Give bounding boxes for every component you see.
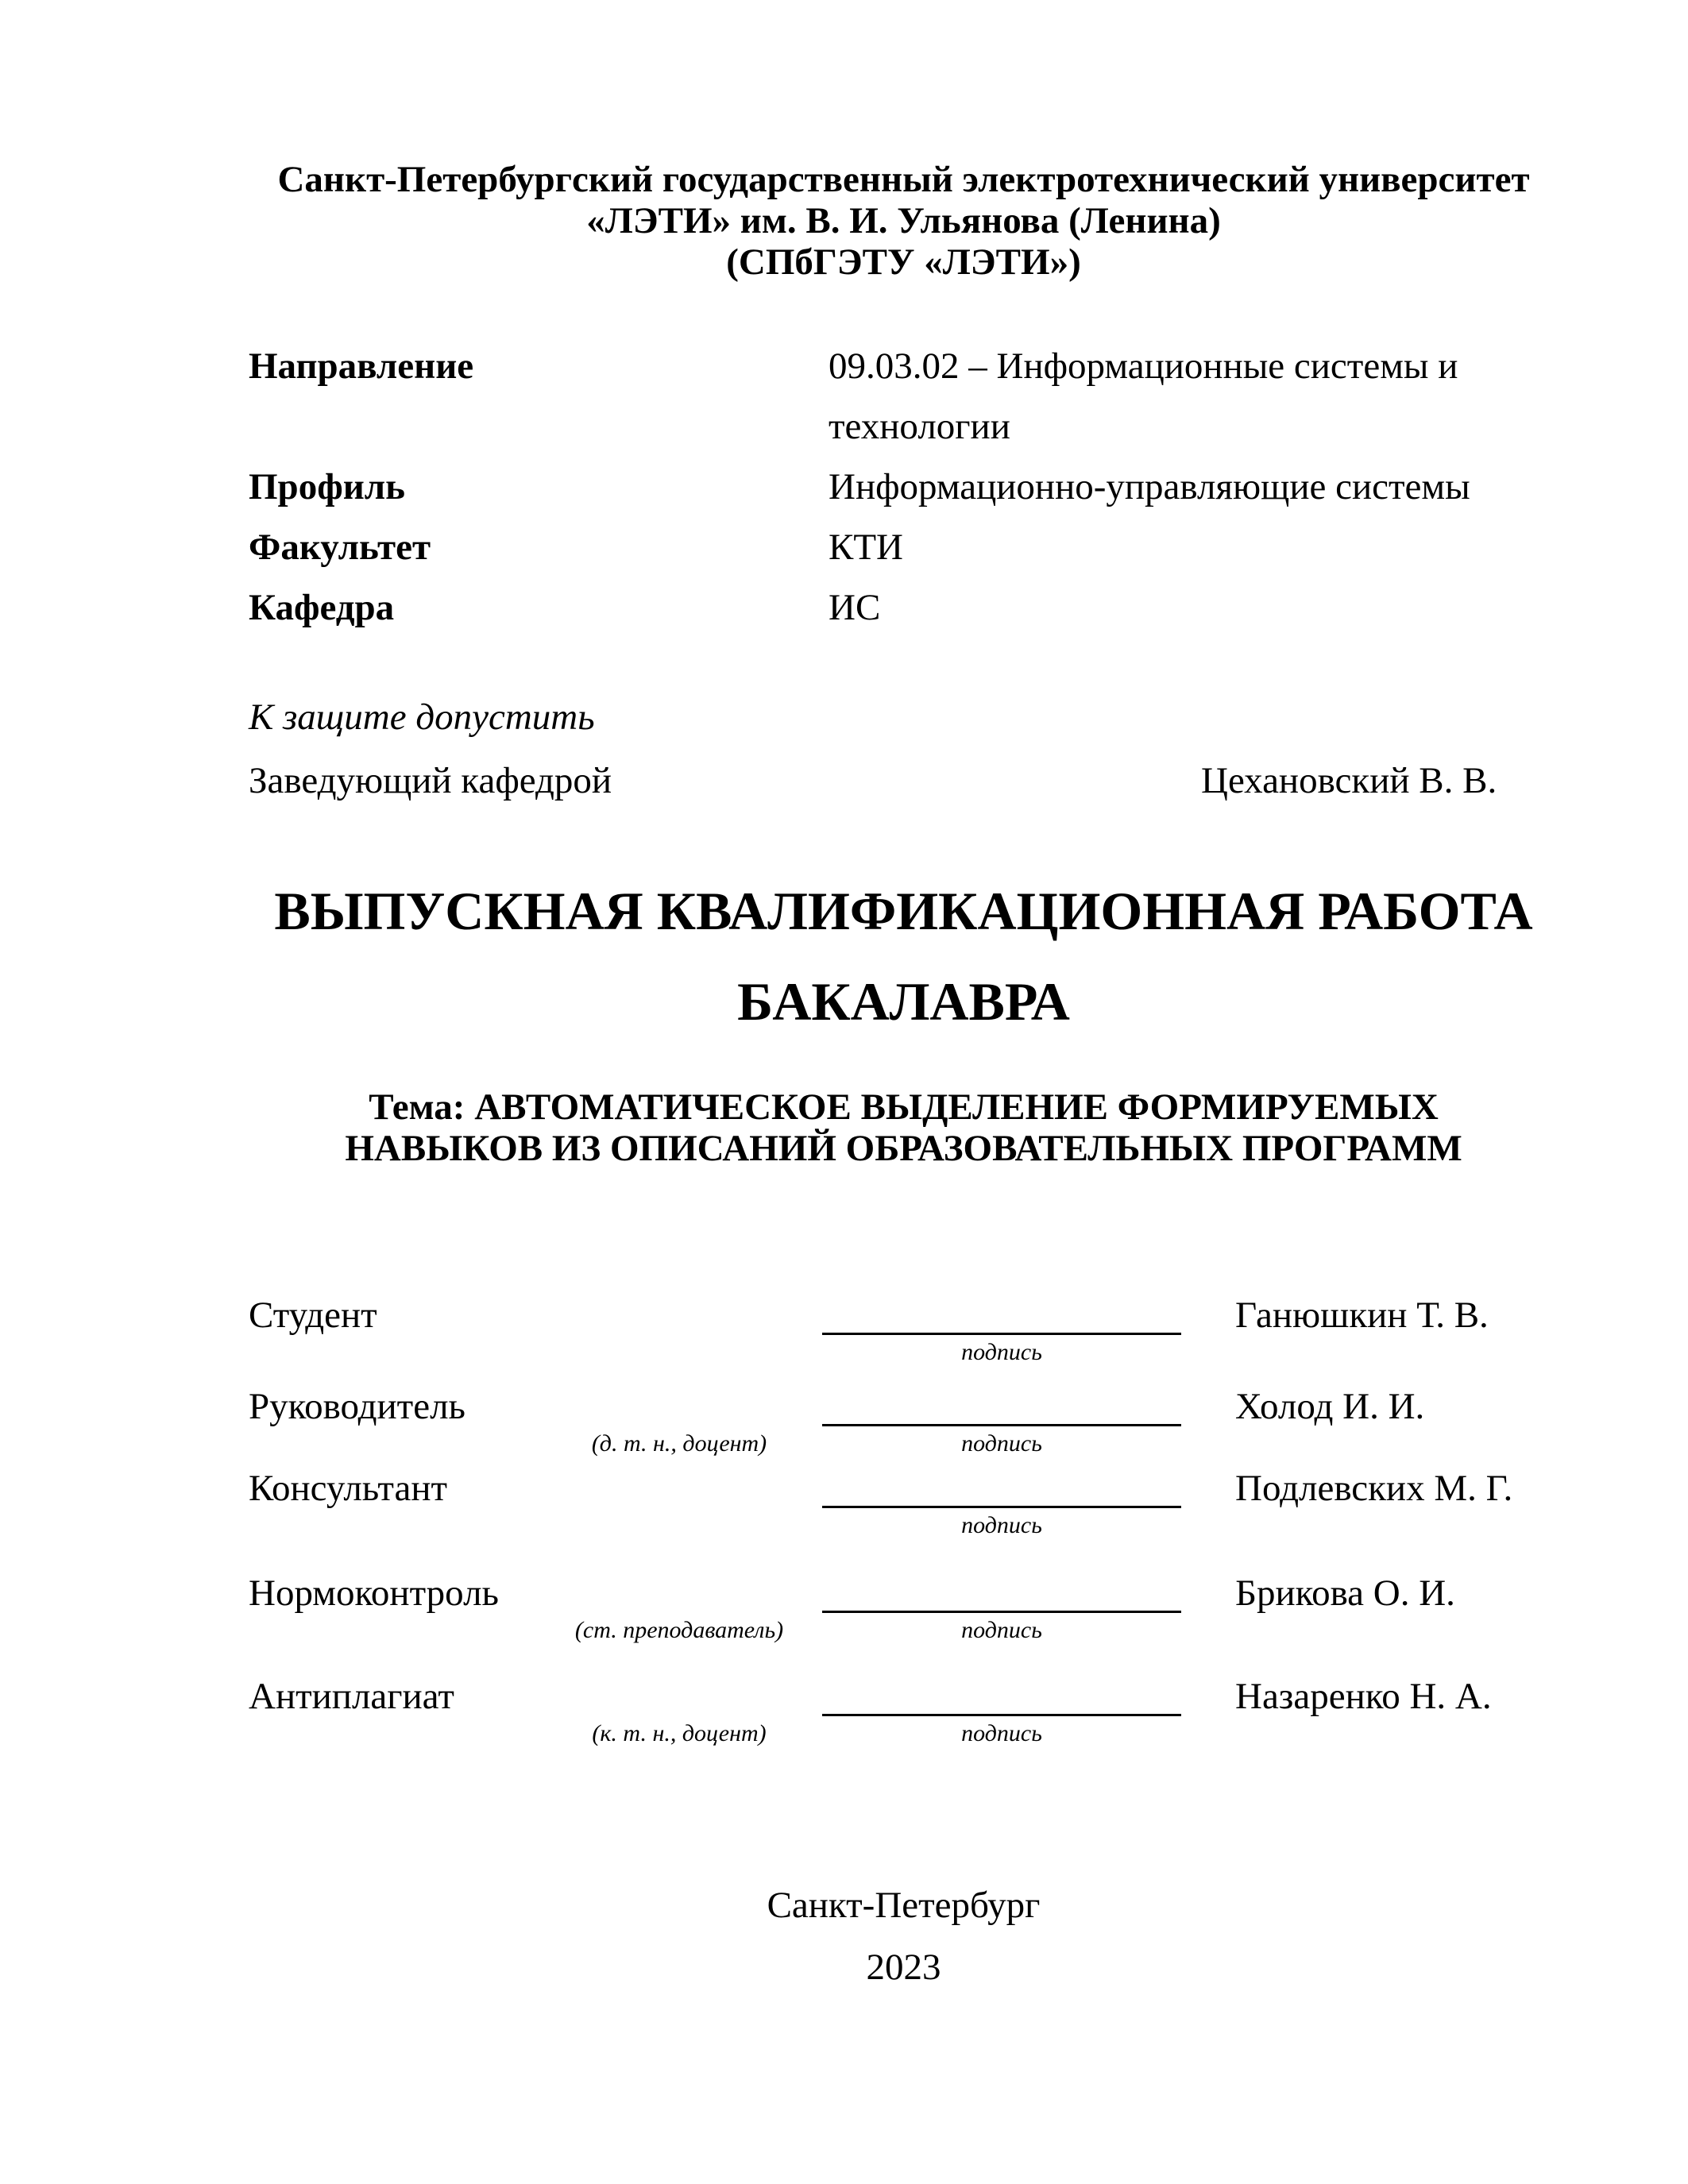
- role-label: Антиплагиат: [249, 1676, 454, 1717]
- signature-line: [822, 1611, 1181, 1613]
- thesis-main-title: [238, 866, 1569, 1047]
- signature-row-consultant: [0, 1467, 1688, 1562]
- thesis-theme: [238, 1086, 1569, 1169]
- signature-row-supervisor: [0, 1385, 1688, 1480]
- signature-line: [822, 1506, 1181, 1508]
- university-header: [238, 159, 1569, 283]
- direction-value-wrap: технологии: [829, 406, 1010, 447]
- program-info-table: [249, 345, 1569, 646]
- faculty-value: КТИ: [829, 527, 903, 568]
- thesis-theme-line2: НАВЫКОВ ИЗ ОПИСАНИЙ ОБРАЗОВАТЕЛЬНЫХ ПРОГРАММ: [345, 1128, 1462, 1169]
- role-label: Студент: [249, 1295, 377, 1336]
- department-head-label: Заведующий кафедрой: [249, 760, 612, 801]
- role-qualification: (к. т. н., доцент): [592, 1720, 767, 1746]
- signature-line: [822, 1424, 1181, 1426]
- thesis-theme-line1: Тема: АВТОМАТИЧЕСКОЕ ВЫДЕЛЕНИЕ ФОРМИРУЕМЫХ: [369, 1086, 1439, 1128]
- info-row-direction: [249, 345, 1569, 405]
- signature-caption: подпись: [961, 1512, 1042, 1538]
- signature-caption: подпись: [961, 1720, 1042, 1746]
- signature-line: [822, 1714, 1181, 1716]
- signature-caption: подпись: [961, 1430, 1042, 1457]
- thesis-title-line1: ВЫПУСКНАЯ КВАЛИФИКАЦИОННАЯ РАБОТА: [274, 881, 1533, 941]
- person-name: Подлевских М. Г.: [1235, 1468, 1513, 1509]
- signature-caption: подпись: [961, 1617, 1042, 1643]
- footer-city: Санкт-Петербург: [767, 1885, 1041, 1926]
- info-row-profile: [249, 465, 1569, 526]
- profile-value: Информационно-управляющие системы: [829, 466, 1470, 507]
- university-abbreviation-line: (СПбГЭТУ «ЛЭТИ»): [726, 241, 1081, 283]
- role-qualification: (д. т. н., доцент): [591, 1430, 767, 1457]
- role-label: Руководитель: [249, 1386, 465, 1427]
- role-label: Консультант: [249, 1468, 448, 1509]
- person-name: Ганюшкин Т. В.: [1235, 1295, 1489, 1336]
- direction-label: Направление: [249, 345, 474, 387]
- signature-row-antiplagiarism: [0, 1675, 1688, 1770]
- info-row-department: [249, 586, 1569, 646]
- signature-row-normcontrol: [0, 1572, 1688, 1667]
- department-value: ИС: [829, 587, 881, 628]
- profile-label: Профиль: [249, 466, 406, 507]
- person-name: Брикова О. И.: [1235, 1572, 1455, 1614]
- university-name-line: Санкт-Петербургский государственный электротехнический университет: [277, 159, 1530, 200]
- signature-line: [822, 1333, 1181, 1335]
- person-name: Холод И. И.: [1235, 1386, 1425, 1427]
- person-name: Назаренко Н. А.: [1235, 1676, 1492, 1717]
- signature-caption: подпись: [961, 1339, 1042, 1365]
- direction-value: 09.03.02 – Информационные системы и: [829, 345, 1458, 387]
- role-label: Нормоконтроль: [249, 1572, 499, 1614]
- department-label: Кафедра: [249, 587, 395, 628]
- info-row-direction-wrap: [249, 405, 1569, 465]
- info-row-faculty: [249, 526, 1569, 586]
- footer-year: 2023: [866, 1947, 941, 1988]
- role-qualification: (ст. преподаватель): [574, 1617, 784, 1643]
- signature-row-student: [0, 1294, 1688, 1389]
- admit-to-defense-line: К защите допустить: [249, 696, 595, 738]
- department-head-name: Цехановский В. В.: [1201, 760, 1497, 801]
- university-honorific-line: «ЛЭТИ» им. В. И. Ульянова (Ленина): [586, 200, 1221, 241]
- thesis-title-line2: БАКАЛАВРА: [737, 971, 1070, 1032]
- faculty-label: Факультет: [249, 527, 431, 568]
